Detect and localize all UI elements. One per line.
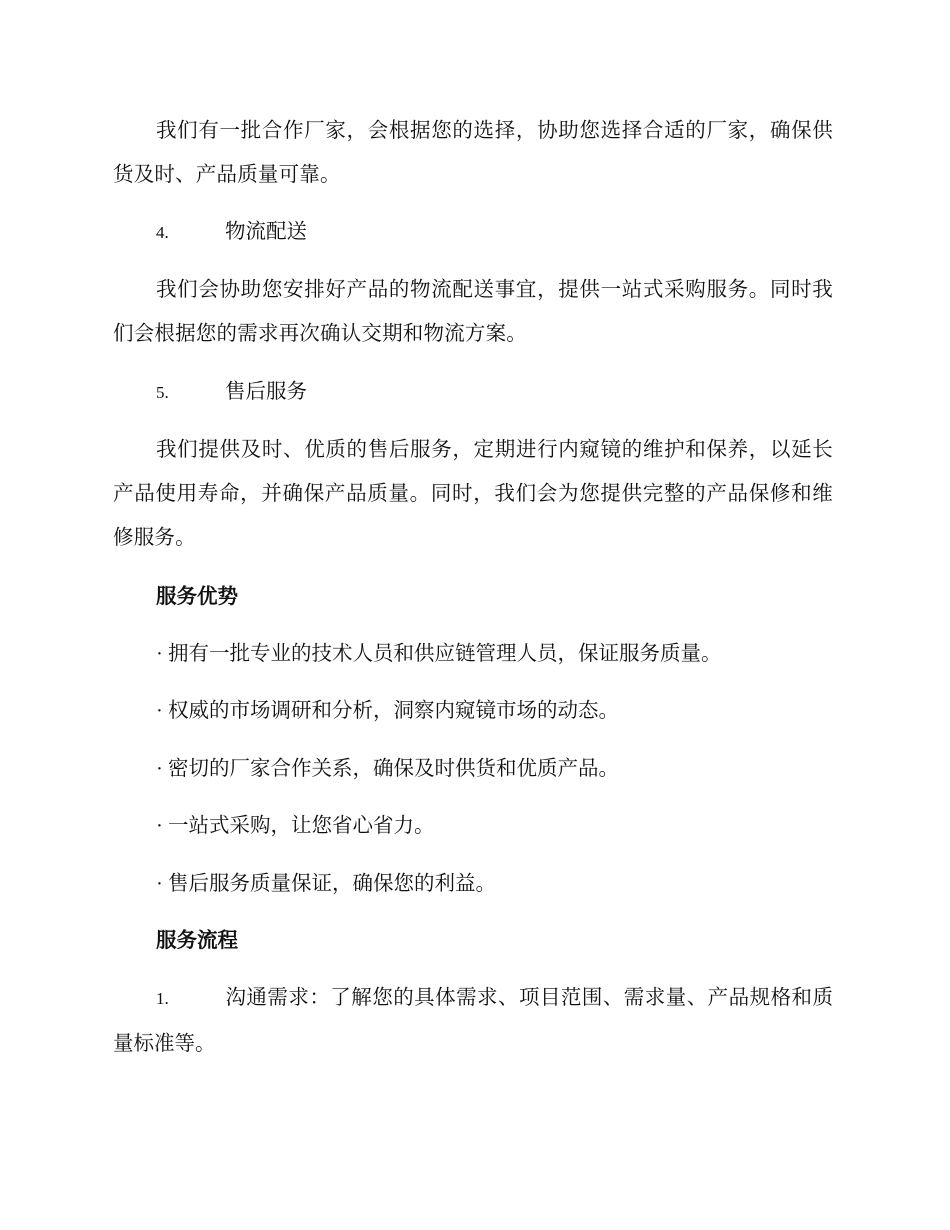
list-item-text: 售后服务质量保证，确保您的利益。 <box>168 871 496 895</box>
item-number: 5. <box>156 383 169 402</box>
item-number: 4. <box>156 223 169 242</box>
bullet-icon: · <box>156 815 163 837</box>
bullet-icon: · <box>156 643 163 665</box>
list-item-text: 一站式采购，让您省心省力。 <box>168 813 435 837</box>
list-item <box>156 746 836 791</box>
numbered-item-after-sales <box>156 369 836 415</box>
list-item-text: 权威的市场调研和分析，洞察内窥镜市场的动态。 <box>168 698 619 722</box>
list-item-text: 拥有一批专业的技术人员和供应链管理人员，保证服务质量。 <box>168 641 722 665</box>
heading-service-process: 服务流程 <box>156 928 238 952</box>
numbered-item-logistics <box>156 209 836 255</box>
item-label: 售后服务 <box>225 379 307 403</box>
paragraph-supplier-selection: 我们有一批合作厂家，会根据您的选择，协助您选择合适的厂家，确保供货及时、产品质量可靠。 <box>113 118 833 186</box>
item-label: 物流配送 <box>225 219 307 243</box>
paragraph-logistics: 我们会协助您安排好产品的物流配送事宜，提供一站式采购服务。同时我们会根据您的需求再次确认交期和物流方案。 <box>113 277 833 345</box>
list-item <box>156 803 836 848</box>
item-number: 1. <box>156 989 169 1008</box>
list-item-text: 密切的厂家合作关系，确保及时供货和优质产品。 <box>168 756 619 780</box>
process-step-1 <box>113 975 833 1065</box>
list-item <box>156 861 836 906</box>
bullet-icon: · <box>156 873 163 895</box>
list-item <box>156 631 836 676</box>
bullet-icon: · <box>156 758 163 780</box>
bullet-icon: · <box>156 700 163 722</box>
process-step-text: 沟通需求：了解您的具体需求、项目范围、需求量、产品规格和质量标准等。 <box>113 985 833 1055</box>
paragraph-after-sales: 我们提供及时、优质的售后服务，定期进行内窥镜的维护和保养，以延长产品使用寿命，并确保产品质量。同时，我们会为您提供完整的产品保修和维修服务。 <box>113 437 833 549</box>
heading-service-advantages: 服务优势 <box>156 584 238 608</box>
list-item <box>156 688 836 733</box>
